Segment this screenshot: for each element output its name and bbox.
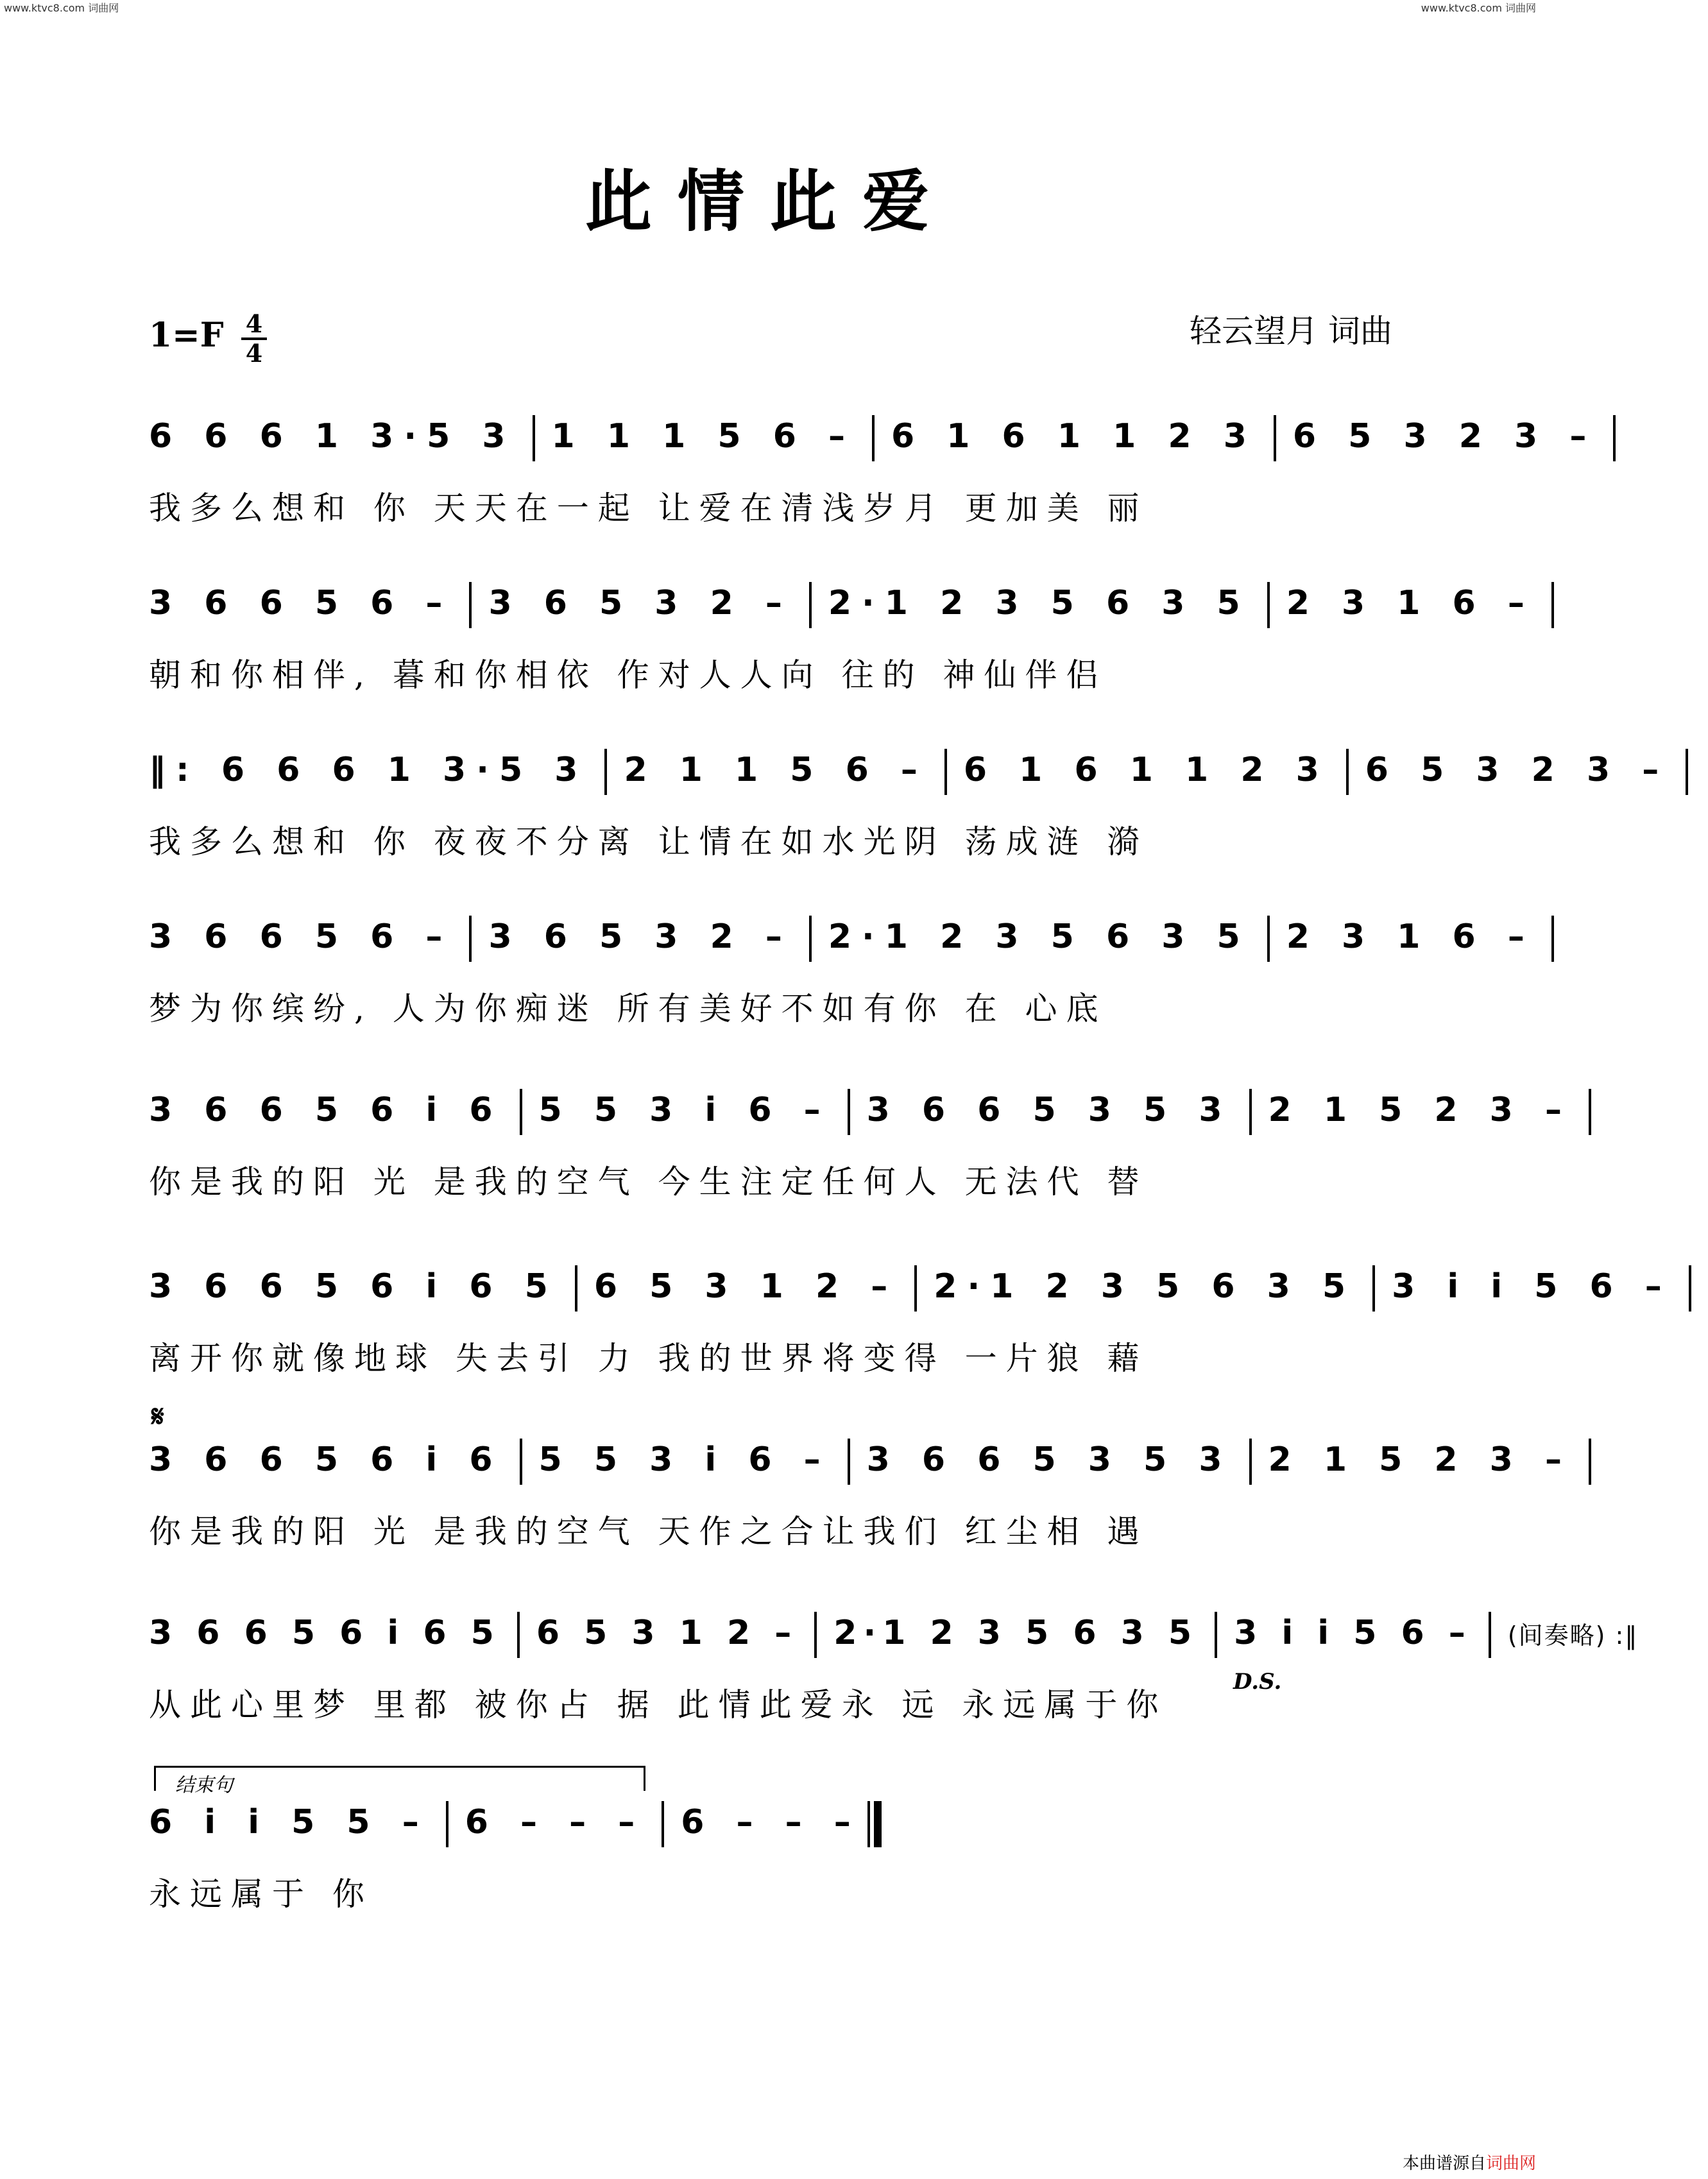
measure: 6 1 6 1 1 2 3 <box>891 417 1257 456</box>
measure: 3 6 6 5 6 – <box>149 584 453 622</box>
ending-bracket <box>154 1766 645 1797</box>
footer-brand[interactable]: 词曲网 <box>1485 2154 1536 2173</box>
measure: 6 5 3 2 3 – <box>1292 417 1597 456</box>
segno-sign: 𝄋 <box>151 1399 164 1433</box>
time-signature-bottom: 4 <box>245 339 263 368</box>
measure: 6 1 6 1 1 2 3 <box>963 751 1329 789</box>
measure: 3 6 5 3 2 – <box>488 918 792 956</box>
notes-row <box>149 911 1535 962</box>
header-url-right: www.ktvc8.com 词曲网 <box>1421 2 1536 14</box>
measure: 6 6 6 1 3·5 3 <box>221 751 588 789</box>
time-signature <box>241 309 267 368</box>
measure: 5 5 3 i 6 – <box>538 1091 831 1129</box>
measure: 3 6 6 5 6 – <box>149 918 453 956</box>
measure: 3 6 6 5 3 5 3 <box>866 1440 1233 1479</box>
measure: 3 6 6 5 6 i 6 <box>149 1091 503 1129</box>
measure: 2 1 5 2 3 – <box>1268 1440 1572 1479</box>
notes-row <box>149 1434 1572 1485</box>
measure: 1 1 1 5 6 – <box>551 417 855 456</box>
song-title: 此情此爱 <box>585 162 955 241</box>
measure: 6 i i 5 5 – <box>149 1803 429 1841</box>
measure: 6 – – – <box>465 1803 645 1841</box>
measure: 2·1 2 3 5 6 3 5 <box>833 1614 1199 1652</box>
measure: 6 5 3 1 2 – <box>594 1267 898 1306</box>
notes-row <box>149 577 1535 629</box>
notes-row <box>149 1261 1672 1312</box>
repeat-start-sign: ‖: <box>149 751 200 789</box>
lyrics-line: 离开你就像地球 失去引 力 我的世界将变得 一片狼 藉 <box>149 1340 1149 1377</box>
measure: 3 i i 5 6 – <box>1392 1267 1672 1306</box>
notes-row <box>149 411 1597 462</box>
ending-label: 结束句 <box>175 1774 233 1797</box>
measure: 2 3 1 6 – <box>1286 584 1535 622</box>
measure: 3 6 6 5 6 i 6 5 <box>149 1614 500 1652</box>
measure: 2 1 5 2 3 – <box>1268 1091 1572 1129</box>
notes-row <box>149 1084 1572 1136</box>
measure: 2·1 2 3 5 6 3 5 <box>828 918 1251 956</box>
dal-segno-mark: D.S. <box>1233 1669 1282 1695</box>
measure: 6 6 6 1 3·5 3 <box>149 417 516 456</box>
key-signature: 1=F <box>149 316 224 355</box>
time-signature-top: 4 <box>245 309 263 338</box>
notes-row <box>149 744 1670 796</box>
measure: 3 6 6 5 6 i 6 5 <box>149 1267 558 1306</box>
lyrics-line: 朝和你相伴, 暮和你相依 作对人人向 往的 神仙伴侣 <box>149 656 1107 694</box>
lyrics-line: 梦为你缤纷, 人为你痴迷 所有美好不如有你 在 心底 <box>149 990 1107 1027</box>
measure: 2·1 2 3 5 6 3 5 <box>934 1267 1356 1306</box>
lyrics-line: 我多么想和 你 天天在一起 让爱在清浅岁月 更加美 丽 <box>149 490 1149 527</box>
notes-row <box>149 1797 1391 1848</box>
interlude-repeat-end: (间奏略) :‖ <box>1507 1621 1639 1650</box>
notes-row <box>149 1607 1639 1659</box>
footer-credit <box>1403 2150 1536 2174</box>
measure: 6 5 3 2 3 – <box>1365 751 1670 789</box>
footer-text: 本曲谱源自 <box>1402 2154 1486 2173</box>
lyrics-line: 我多么想和 你 夜夜不分离 让情在如水光阴 荡成涟 漪 <box>149 823 1149 860</box>
measure: 2 3 1 6 – <box>1286 918 1535 956</box>
measure: 6 5 3 1 2 – <box>536 1614 798 1652</box>
measure: 3 6 6 5 3 5 3 <box>866 1091 1233 1129</box>
measure: 3 i i 5 6 – <box>1234 1614 1472 1652</box>
header-url-left: www.ktvc8.com 词曲网 <box>4 2 119 14</box>
lyrics-line: 你是我的阳 光 是我的空气 天作之合让我们 红尘相 遇 <box>149 1513 1149 1550</box>
measure: 2·1 2 3 5 6 3 5 <box>828 584 1251 622</box>
measure: 6 – – – <box>681 1803 861 1841</box>
measure: 2 1 1 5 6 – <box>624 751 928 789</box>
lyrics-line: 永远属于 你 <box>149 1876 373 1913</box>
measure: 5 5 3 i 6 – <box>538 1440 831 1479</box>
measure: 3 6 6 5 6 i 6 <box>149 1440 503 1479</box>
composer-credit: 轻云望月 词曲 <box>1190 312 1392 350</box>
measure: 3 6 5 3 2 – <box>488 584 792 622</box>
lyrics-line: 从此心里梦 里都 被你占 据 此情此爱永 远 永远属于你 <box>149 1686 1168 1723</box>
lyrics-line: 你是我的阳 光 是我的空气 今生注定任何人 无法代 替 <box>149 1163 1149 1201</box>
